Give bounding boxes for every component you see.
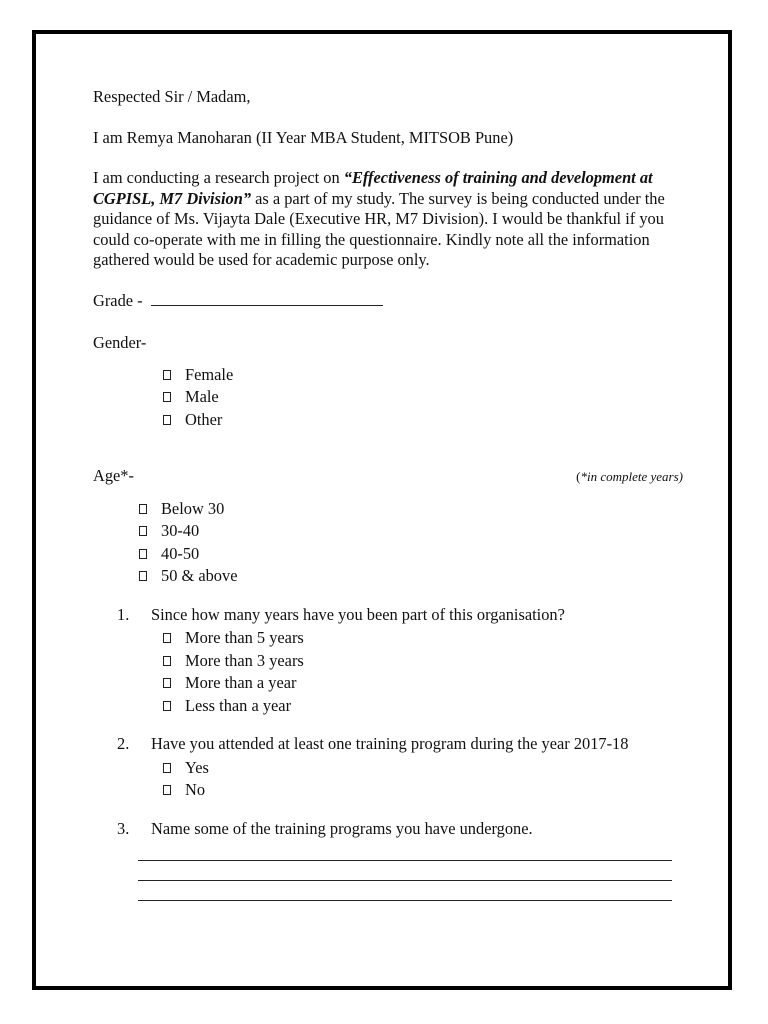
option-yes[interactable] [163, 757, 683, 780]
age-label: Age*- [93, 466, 134, 485]
answer-line[interactable] [138, 881, 672, 901]
option-label: More than 3 years [185, 650, 304, 670]
checkbox-icon[interactable] [163, 392, 171, 402]
gender-label: Gender- [93, 333, 147, 352]
greeting: Respected Sir / Madam, [93, 87, 251, 106]
option-label: No [185, 780, 206, 799]
option-other[interactable] [163, 409, 683, 432]
option-40-50[interactable] [139, 543, 683, 566]
question-text: Have you attended at least one training program during the year 2017-18 [151, 734, 629, 753]
question-text: Name some of the training programs you have undergone. [151, 818, 533, 838]
option-50-above[interactable] [139, 565, 683, 588]
option-label: Below 30 [161, 498, 225, 518]
checkbox-icon[interactable] [163, 370, 171, 380]
checkbox-icon[interactable] [163, 415, 171, 425]
question-list [93, 605, 683, 902]
option-more-than-a-year[interactable] [163, 672, 683, 695]
option-more-than-3-years[interactable] [163, 650, 683, 673]
answer-lines [138, 841, 683, 901]
age-note [576, 467, 683, 488]
age-note-text: *in complete years) [580, 469, 683, 484]
checkbox-icon[interactable] [139, 549, 147, 559]
option-label: Less than a year [185, 695, 292, 715]
question-options [163, 757, 683, 802]
question-header [93, 734, 683, 755]
grade-label: Grade - [93, 290, 143, 310]
questionnaire-body [93, 87, 683, 918]
checkbox-icon[interactable] [163, 701, 171, 711]
checkbox-icon[interactable] [139, 571, 147, 581]
question-number: 1. [117, 604, 130, 624]
option-label: Male [185, 387, 219, 406]
grade-row [93, 291, 683, 312]
gender-options [163, 364, 683, 432]
option-female[interactable] [163, 364, 683, 387]
question-header [93, 819, 683, 840]
option-label: Other [185, 409, 223, 429]
option-label: Female [185, 364, 234, 384]
option-label: 40-50 [161, 543, 200, 563]
age-note-paren: ( [576, 469, 581, 484]
checkbox-icon[interactable] [163, 678, 171, 688]
option-below-30[interactable] [139, 498, 683, 521]
age-options [139, 498, 683, 588]
question-options [163, 627, 683, 717]
option-30-40[interactable] [139, 520, 683, 543]
question-text: Since how many years have you been part of this organisation? [151, 604, 565, 624]
research-paragraph [93, 168, 683, 271]
option-label: More than a year [185, 673, 297, 692]
answer-line[interactable] [138, 841, 672, 861]
option-more-than-5-years[interactable] [163, 627, 683, 650]
question-2 [93, 734, 683, 802]
question-3 [93, 819, 683, 902]
checkbox-icon[interactable] [139, 504, 147, 514]
checkbox-icon[interactable] [163, 785, 171, 795]
option-male[interactable] [163, 386, 683, 409]
checkbox-icon[interactable] [139, 526, 147, 536]
grade-input-line[interactable] [151, 291, 383, 306]
option-label: 50 & above [161, 566, 238, 585]
option-less-than-a-year[interactable] [163, 695, 683, 718]
answer-line[interactable] [138, 861, 672, 881]
research-suffix: as a part of my study. The survey is being conducted under the guidance of Ms. Vijayta Dale (Executive HR, M7 Division). I would be thankful if you could co-operate with me in filling the questionnaire. Kindly note all the information gathered would be used for academic purpose only. [93, 188, 665, 269]
question-number: 3. [117, 818, 130, 838]
option-label: Yes [185, 757, 209, 777]
age-row [93, 466, 683, 488]
checkbox-icon[interactable] [163, 633, 171, 643]
checkbox-icon[interactable] [163, 763, 171, 773]
intro-line: I am Remya Manoharan (II Year MBA Student, MITSOB Pune) [93, 127, 514, 147]
question-header [93, 605, 683, 626]
question-number: 2. [117, 734, 130, 753]
option-label: More than 5 years [185, 628, 304, 647]
option-no[interactable] [163, 779, 683, 802]
option-label: 30-40 [161, 521, 200, 540]
research-title: “Effectiveness of training and development at CGPISL, M7 Division” [93, 168, 653, 208]
checkbox-icon[interactable] [163, 656, 171, 666]
research-prefix: I am conducting a research project on [93, 168, 344, 187]
question-1 [93, 605, 683, 718]
